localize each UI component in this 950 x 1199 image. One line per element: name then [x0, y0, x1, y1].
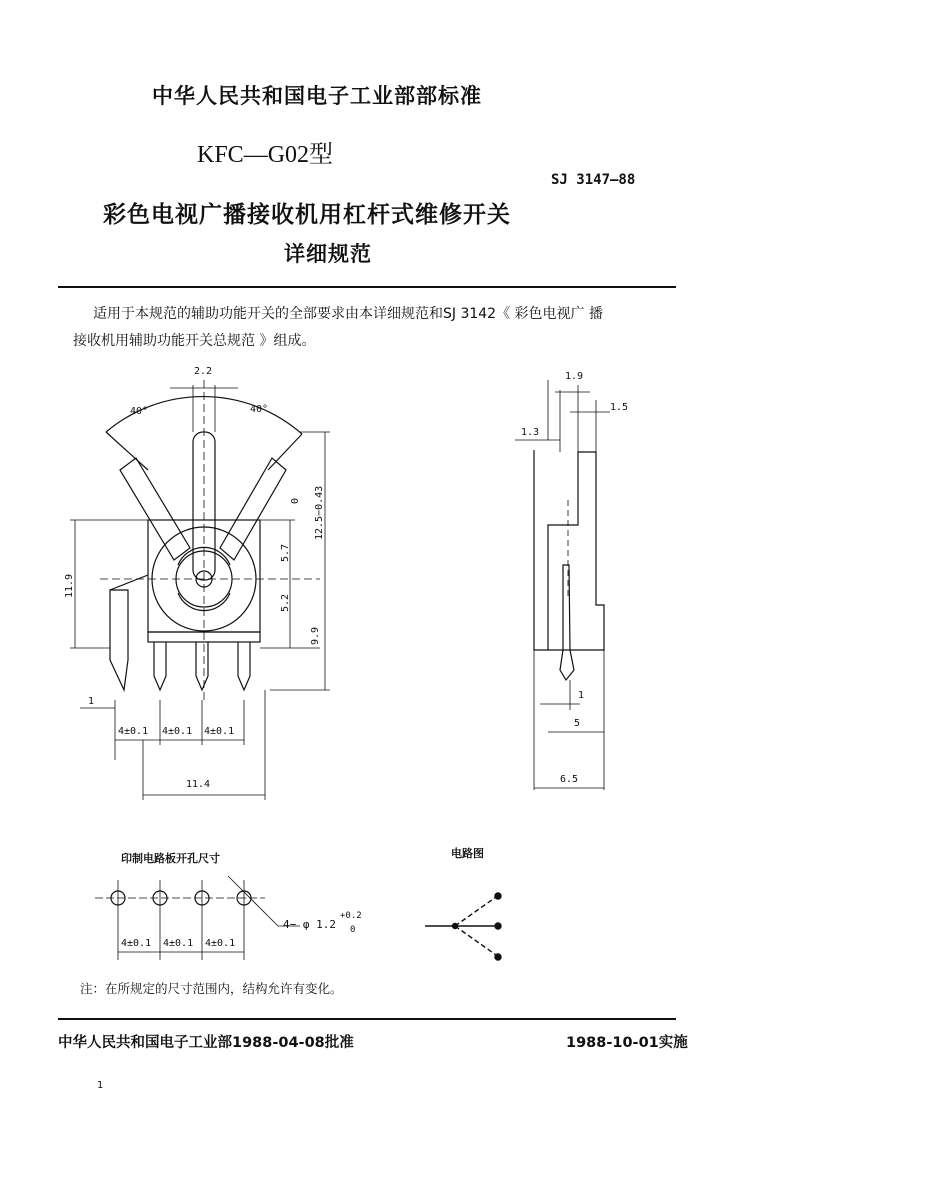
pcb-pitch-2: 4±0.1	[163, 938, 194, 949]
pcb-tol-minus: 0	[350, 925, 356, 935]
dim-base-height: 9.9	[310, 626, 321, 645]
dim-pin-offset: 1	[88, 696, 95, 707]
dim-pitch-1: 4±0.1	[118, 726, 149, 737]
side-dim-6: 6.5	[560, 774, 579, 785]
pcb-caption: 印制电路板开孔尺寸	[121, 852, 220, 865]
approval-line: 中华人民共和国电子工业部1988-04-08批准	[58, 1035, 354, 1051]
dim-height-b: 12.5−0.43	[314, 485, 325, 540]
implementation-date: 1988-10-01实施	[566, 1035, 688, 1051]
pcb-pitch-3: 4±0.1	[205, 938, 236, 949]
dim-overall-width: 11.4	[186, 779, 211, 790]
side-view-drawing	[515, 380, 610, 790]
standard-number: SJ 3147—88	[551, 172, 636, 188]
side-dim-4: 1	[578, 690, 585, 701]
side-dim-5: 5	[574, 718, 581, 729]
dim-height-a: 0	[290, 497, 301, 504]
intro-line-2: 接收机用辅助功能开关总规范 》组成。	[73, 333, 316, 349]
document-title: 彩色电视广播接收机用杠杆式维修开关	[103, 202, 511, 228]
side-dim-1: 1.9	[565, 371, 584, 382]
page-number: 1	[97, 1080, 104, 1091]
dim-angle-left: 40°	[130, 406, 149, 417]
dim-upper-half: 5.7	[280, 543, 291, 562]
dim-left-height: 11.9	[64, 573, 75, 598]
dim-lower-half: 5.2	[280, 593, 291, 612]
dim-angle-right: 40°	[250, 404, 269, 415]
intro-line-1: 适用于本规范的辅助功能开关的全部要求由本详细规范和SJ 3142《 彩色电视广 播	[93, 306, 603, 322]
bottom-divider	[58, 1018, 676, 1020]
dim-top-width: 2.2	[194, 366, 213, 377]
side-dim-3: 1.3	[521, 427, 540, 438]
issuer-header: 中华人民共和国电子工业部部标准	[152, 84, 482, 108]
dim-pitch-3: 4±0.1	[204, 726, 235, 737]
model-name: KFC—G02型	[197, 142, 334, 168]
pcb-hole-label: 4− φ 1.2	[283, 918, 336, 931]
pcb-pitch-1: 4±0.1	[121, 938, 152, 949]
document-subtitle: 详细规范	[284, 242, 372, 266]
dim-pitch-2: 4±0.1	[162, 726, 193, 737]
pcb-tol-plus: +0.2	[340, 911, 362, 921]
circuit-caption: 电路图	[451, 847, 484, 860]
note-text: 注：在所规定的尺寸范围内，结构允许有变化。	[80, 981, 343, 996]
side-dim-2: 1.5	[610, 402, 629, 413]
circuit-diagram	[425, 893, 501, 960]
front-view-drawing	[70, 380, 330, 800]
